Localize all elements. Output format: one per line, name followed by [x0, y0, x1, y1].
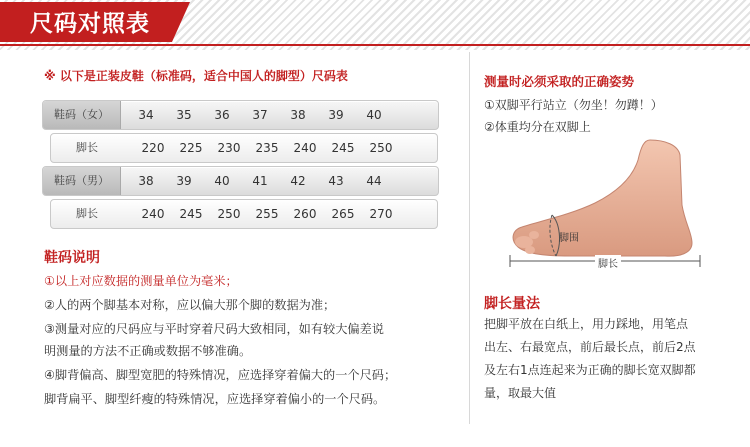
size-row-label: 鞋码（男）: [43, 167, 121, 195]
size-notes-title: 鞋码说明: [44, 250, 100, 266]
size-note: ①以上对应数据的测量单位为毫米；: [44, 274, 238, 288]
size-row-label: 鞋码（女）: [43, 101, 121, 129]
size-table-heading: ※ 以下是正装皮鞋（标准码，适合中国人的脚型）尺码表: [44, 69, 348, 83]
size-cell: 245: [179, 207, 203, 221]
size-note: ②人的两个脚基本对称，应以偏大那个脚的数据为准；: [44, 298, 336, 312]
size-cell: 41: [252, 174, 268, 188]
posture-item: ①双脚平行站立（勿坐！勿蹲！）: [484, 98, 663, 112]
size-cell: 230: [217, 141, 241, 155]
measure-method-line: 出左、右最宽点，前后最长点，前后2点: [484, 340, 696, 354]
size-row: [42, 166, 439, 196]
size-cell: 40: [214, 174, 230, 188]
size-row: [50, 199, 438, 229]
size-cell: 44: [366, 174, 382, 188]
measure-method-title: 脚长量法: [484, 296, 540, 312]
size-cell: 39: [176, 174, 192, 188]
measure-method-line: 把脚平放在白纸上，用力踩地，用笔点: [484, 317, 689, 331]
size-cell: 220: [141, 141, 165, 155]
size-cell: 270: [369, 207, 393, 221]
size-cell: 240: [141, 207, 165, 221]
foot-circ-label: 脚围: [559, 233, 579, 244]
size-cell: 250: [369, 141, 393, 155]
posture-heading: 测量时必须采取的正确姿势: [484, 74, 635, 89]
size-cell: 34: [138, 108, 154, 122]
size-cell: 235: [255, 141, 279, 155]
size-row-label: 脚长: [76, 207, 98, 220]
measure-method-line: 及左右1点连起来为正确的脚长宽双脚都: [484, 363, 696, 377]
posture-item: ②体重均分在双脚上: [484, 120, 591, 134]
column-divider: [469, 52, 470, 424]
size-cell: 245: [331, 141, 355, 155]
foot-illustration: [500, 135, 710, 275]
foot-icon: [500, 135, 710, 275]
size-cell: 38: [138, 174, 154, 188]
size-cell: 240: [293, 141, 317, 155]
size-note: 明测量的方法不正确或数据不够准确。: [44, 344, 252, 358]
size-cell: 43: [328, 174, 344, 188]
size-cell: 37: [252, 108, 268, 122]
size-cell: 35: [176, 108, 192, 122]
size-note: 脚背扁平、脚型纤瘦的特殊情况，应选择穿着偏小的一个尺码。: [44, 392, 386, 406]
header-banner: [0, 0, 750, 50]
size-cell: 38: [290, 108, 306, 122]
measure-method-line: 量，取最大值: [484, 386, 557, 400]
size-row: [50, 133, 438, 163]
page-title: 尺码对照表: [30, 11, 150, 37]
size-note: ③测量对应的尺码应与平时穿着尺码大致相同，如有较大偏差说: [44, 322, 384, 336]
size-cell: 40: [366, 108, 382, 122]
size-note: ④脚背偏高、脚型宽肥的特殊情况，应选择穿着偏大的一个尺码；: [44, 368, 397, 382]
size-cell: 260: [293, 207, 317, 221]
size-cell: 36: [214, 108, 230, 122]
size-cell: 225: [179, 141, 203, 155]
size-cell: 39: [328, 108, 344, 122]
size-row: [42, 100, 439, 130]
size-row-label: 脚长: [76, 141, 98, 154]
size-cell: 42: [290, 174, 306, 188]
size-cell: 265: [331, 207, 355, 221]
size-cell: 250: [217, 207, 241, 221]
size-cell: 255: [255, 207, 279, 221]
size-table: [42, 100, 442, 230]
foot-length-label: 脚长: [595, 255, 621, 270]
header-underline: [0, 44, 750, 46]
